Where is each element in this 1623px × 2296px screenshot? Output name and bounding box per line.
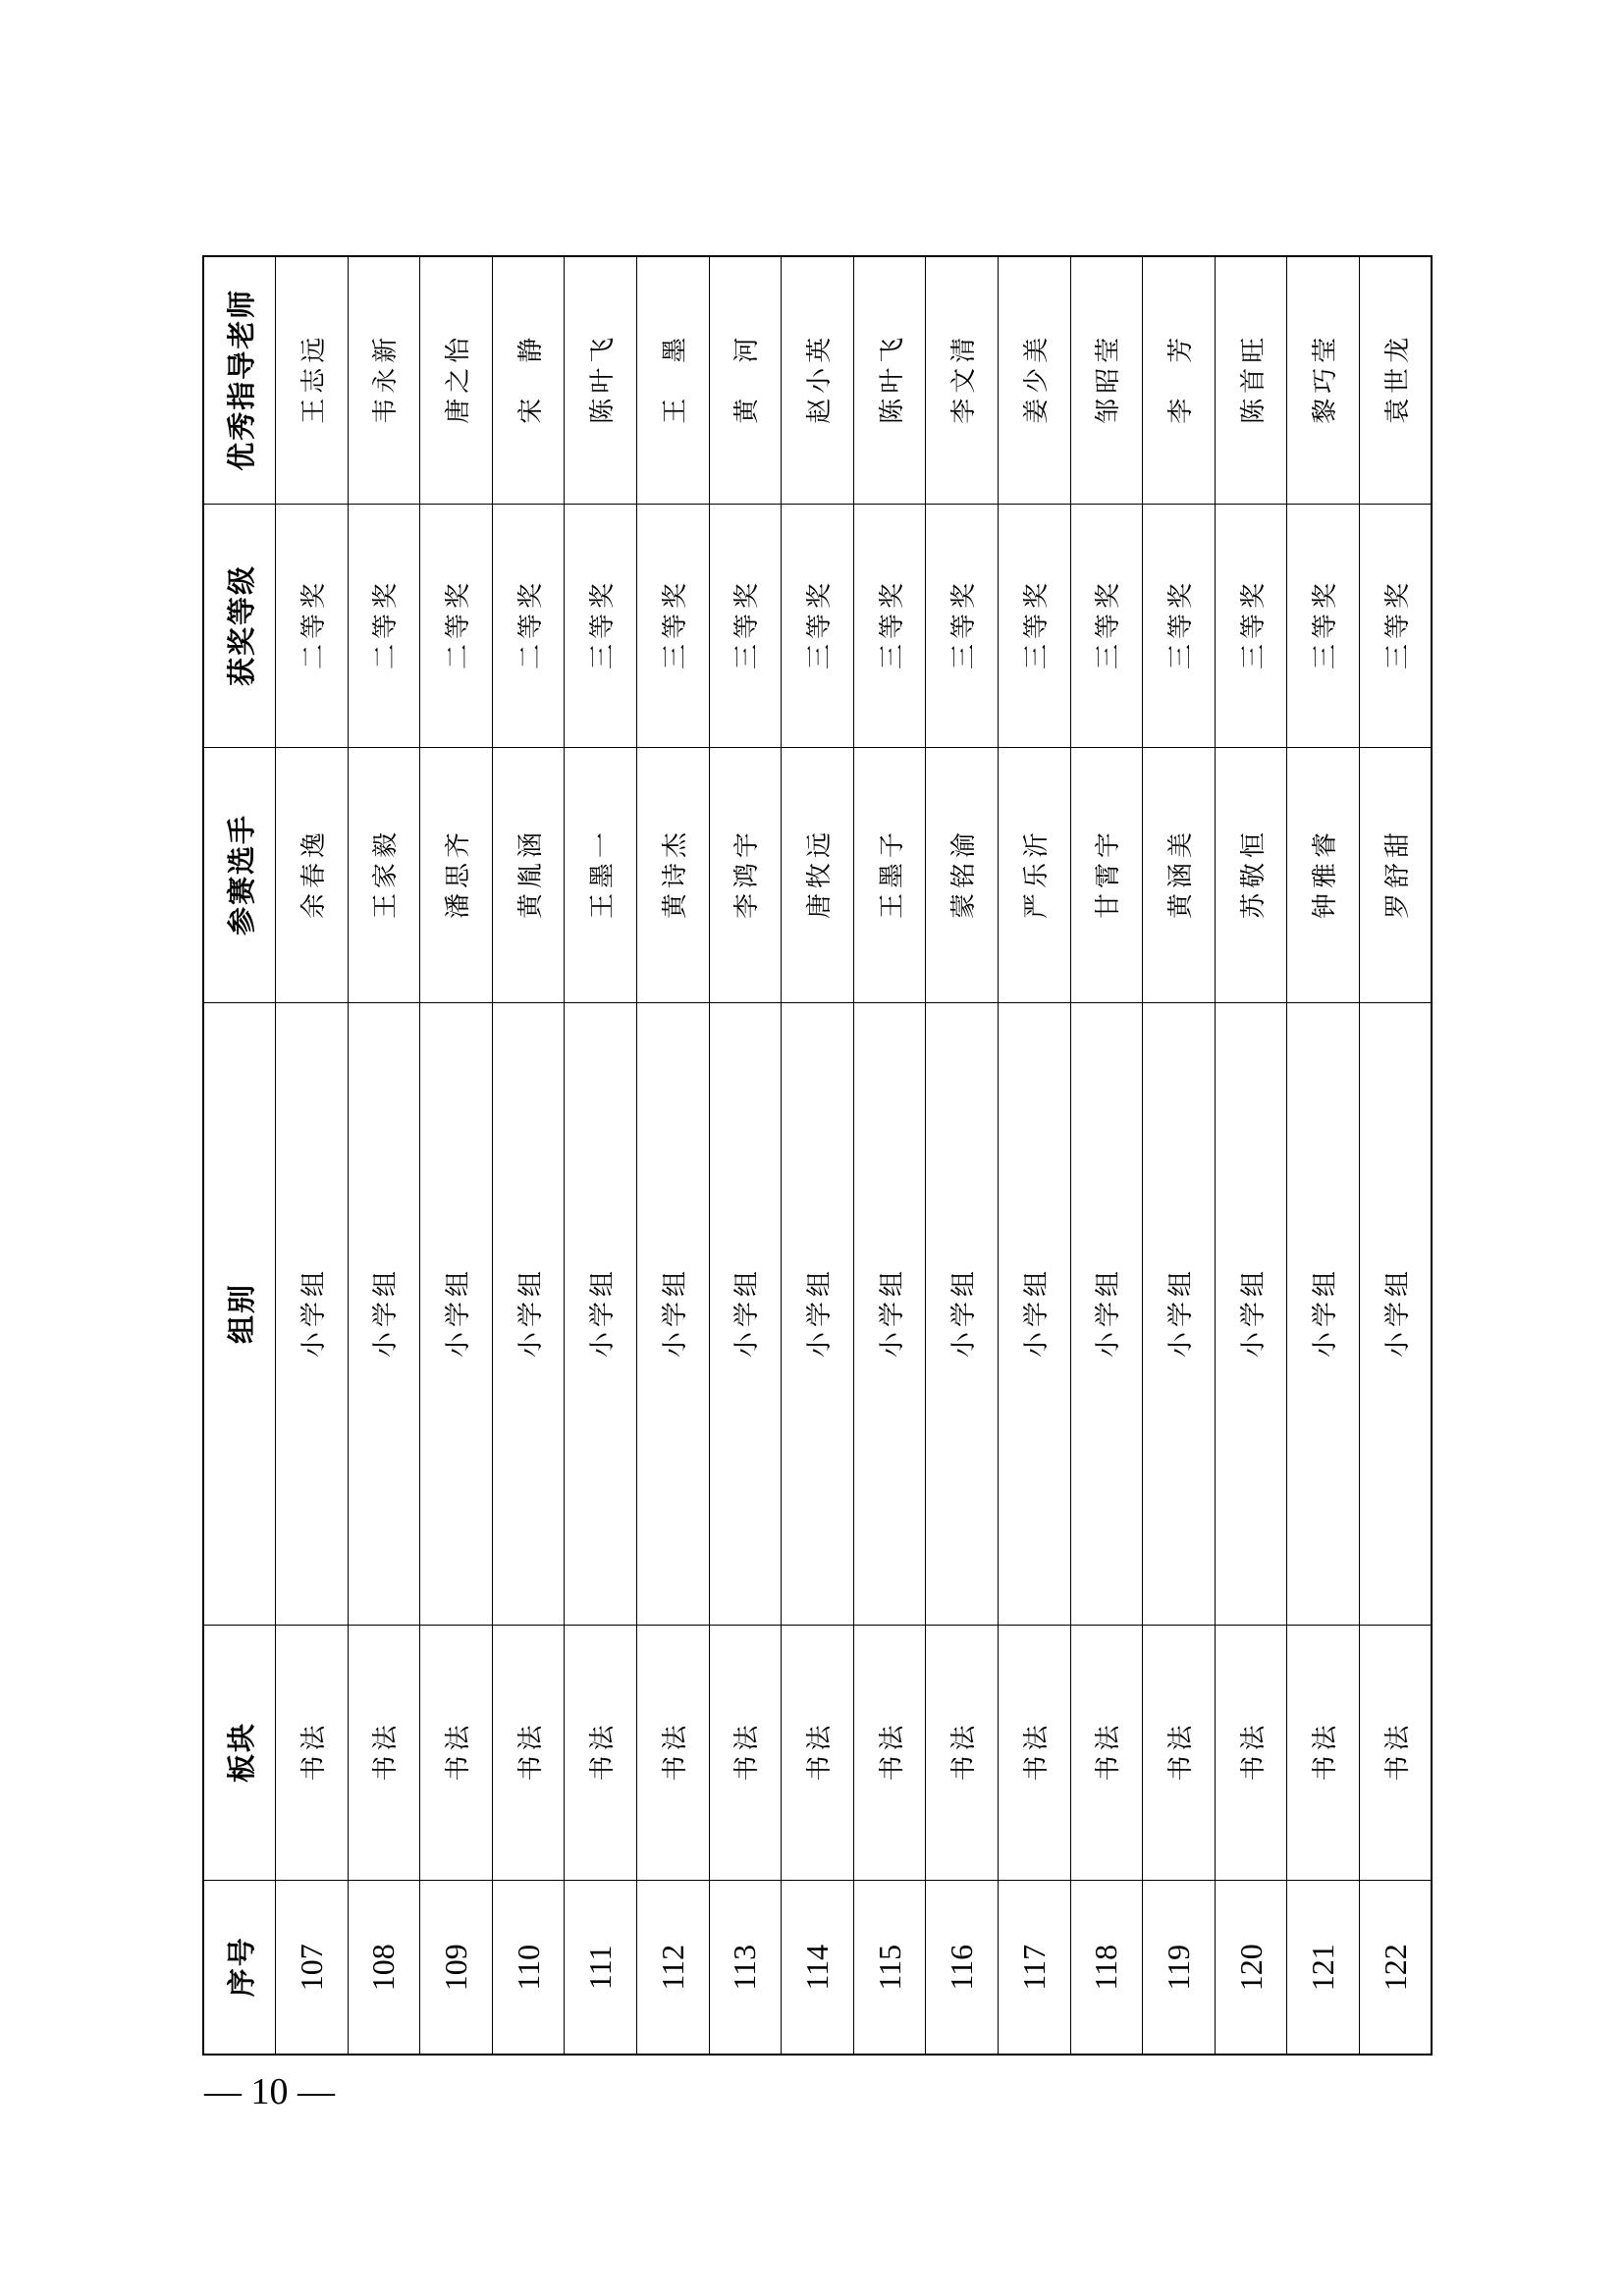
group-cell: 小学组 — [637, 1003, 710, 1626]
serial-number-cell: 111 — [565, 1881, 637, 2055]
teacher-cell: 黎巧莹 — [1287, 256, 1360, 505]
award-level-cell: 三等奖 — [1215, 505, 1287, 748]
group-cell: 小学组 — [709, 1003, 782, 1626]
award-level-cell: 二等奖 — [420, 505, 493, 748]
serial-number-cell: 109 — [420, 1881, 493, 2055]
table-row — [709, 256, 782, 2055]
group-cell: 小学组 — [420, 1003, 493, 1626]
teacher-cell: 李文清 — [926, 256, 999, 505]
participant-cell: 苏敬恒 — [1215, 748, 1287, 1003]
award-level-cell: 三等奖 — [709, 505, 782, 748]
serial-number-cell: 120 — [1215, 1881, 1287, 2055]
serial-number-cell: 118 — [1070, 1881, 1143, 2055]
header-section: 板块 — [203, 1626, 276, 1881]
award-level-cell: 三等奖 — [1070, 505, 1143, 748]
award-level-cell: 三等奖 — [1360, 505, 1433, 748]
header-participant: 参赛选手 — [203, 748, 276, 1003]
serial-number-cell: 119 — [1143, 1881, 1216, 2055]
section-cell: 书法 — [420, 1626, 493, 1881]
participant-cell: 罗舒甜 — [1360, 748, 1433, 1003]
award-level-cell: 三等奖 — [1143, 505, 1216, 748]
participant-cell: 王家毅 — [348, 748, 420, 1003]
award-level-cell: 三等奖 — [637, 505, 710, 748]
section-cell: 书法 — [1360, 1626, 1433, 1881]
table-row — [276, 256, 349, 2055]
group-cell: 小学组 — [926, 1003, 999, 1626]
group-cell: 小学组 — [1143, 1003, 1216, 1626]
serial-number-cell: 115 — [853, 1881, 926, 2055]
teacher-cell: 陈叶飞 — [565, 256, 637, 505]
participant-cell: 潘思齐 — [420, 748, 493, 1003]
section-cell: 书法 — [1215, 1626, 1287, 1881]
participant-cell: 黄胤涵 — [492, 748, 565, 1003]
teacher-cell: 姜少美 — [999, 256, 1071, 505]
header-teacher: 优秀指导老师 — [203, 256, 276, 505]
participant-cell: 王墨一 — [565, 748, 637, 1003]
table-row — [1287, 256, 1360, 2055]
award-table — [202, 255, 1433, 2056]
group-cell: 小学组 — [853, 1003, 926, 1626]
table-header-row — [203, 256, 276, 2055]
table-row — [1360, 256, 1433, 2055]
group-cell: 小学组 — [1215, 1003, 1287, 1626]
participant-cell: 王墨子 — [853, 748, 926, 1003]
table-row — [348, 256, 420, 2055]
teacher-cell: 袁世龙 — [1360, 256, 1433, 505]
award-level-cell: 三等奖 — [565, 505, 637, 748]
participant-cell: 黄涵美 — [1143, 748, 1216, 1003]
award-level-cell: 三等奖 — [782, 505, 854, 748]
header-serial-number: 序号 — [203, 1881, 276, 2055]
serial-number-cell: 114 — [782, 1881, 854, 2055]
participant-cell: 甘霄宇 — [1070, 748, 1143, 1003]
group-cell: 小学组 — [565, 1003, 637, 1626]
serial-number-cell: 108 — [348, 1881, 420, 2055]
table-row — [782, 256, 854, 2055]
teacher-cell: 陈首旺 — [1215, 256, 1287, 505]
teacher-cell: 陈叶飞 — [853, 256, 926, 505]
teacher-cell: 黄 河 — [709, 256, 782, 505]
participant-cell: 唐牧远 — [782, 748, 854, 1003]
teacher-cell: 王志远 — [276, 256, 349, 505]
serial-number-cell: 112 — [637, 1881, 710, 2055]
table-row — [1215, 256, 1287, 2055]
serial-number-cell: 107 — [276, 1881, 349, 2055]
teacher-cell: 邹昭莹 — [1070, 256, 1143, 505]
participant-cell: 余春逸 — [276, 748, 349, 1003]
section-cell: 书法 — [348, 1626, 420, 1881]
table-row — [637, 256, 710, 2055]
participant-cell: 严乐沂 — [999, 748, 1071, 1003]
table-row — [1143, 256, 1216, 2055]
participant-cell: 蒙铭渝 — [926, 748, 999, 1003]
section-cell: 书法 — [782, 1626, 854, 1881]
table-row — [492, 256, 565, 2055]
header-group: 组别 — [203, 1003, 276, 1626]
award-level-cell: 二等奖 — [348, 505, 420, 748]
section-cell: 书法 — [999, 1626, 1071, 1881]
award-level-cell: 三等奖 — [853, 505, 926, 748]
table-body — [276, 256, 1433, 2055]
group-cell: 小学组 — [1287, 1003, 1360, 1626]
section-cell: 书法 — [276, 1626, 349, 1881]
group-cell: 小学组 — [999, 1003, 1071, 1626]
table-row — [565, 256, 637, 2055]
teacher-cell: 李 芳 — [1143, 256, 1216, 505]
table-row — [1070, 256, 1143, 2055]
section-cell: 书法 — [1143, 1626, 1216, 1881]
serial-number-cell: 121 — [1287, 1881, 1360, 2055]
section-cell: 书法 — [853, 1626, 926, 1881]
award-level-cell: 三等奖 — [926, 505, 999, 748]
group-cell: 小学组 — [1070, 1003, 1143, 1626]
participant-cell: 钟雅睿 — [1287, 748, 1360, 1003]
table-row — [926, 256, 999, 2055]
page-number: — 10 — — [204, 2071, 335, 2112]
award-level-cell: 三等奖 — [1287, 505, 1360, 748]
award-level-cell: 三等奖 — [999, 505, 1071, 748]
serial-number-cell: 113 — [709, 1881, 782, 2055]
group-cell: 小学组 — [782, 1003, 854, 1626]
teacher-cell: 赵小英 — [782, 256, 854, 505]
section-cell: 书法 — [709, 1626, 782, 1881]
group-cell: 小学组 — [348, 1003, 420, 1626]
award-table-container — [202, 257, 1432, 2056]
table-row — [999, 256, 1071, 2055]
teacher-cell: 王 墨 — [637, 256, 710, 505]
award-level-cell: 二等奖 — [492, 505, 565, 748]
serial-number-cell: 117 — [999, 1881, 1071, 2055]
group-cell: 小学组 — [1360, 1003, 1433, 1626]
group-cell: 小学组 — [276, 1003, 349, 1626]
award-level-cell: 二等奖 — [276, 505, 349, 748]
section-cell: 书法 — [492, 1626, 565, 1881]
group-cell: 小学组 — [492, 1003, 565, 1626]
teacher-cell: 韦永新 — [348, 256, 420, 505]
serial-number-cell: 110 — [492, 1881, 565, 2055]
participant-cell: 黄诗杰 — [637, 748, 710, 1003]
participant-cell: 李鸿宇 — [709, 748, 782, 1003]
teacher-cell: 宋 静 — [492, 256, 565, 505]
table-row — [420, 256, 493, 2055]
section-cell: 书法 — [1070, 1626, 1143, 1881]
section-cell: 书法 — [1287, 1626, 1360, 1881]
serial-number-cell: 116 — [926, 1881, 999, 2055]
serial-number-cell: 122 — [1360, 1881, 1433, 2055]
section-cell: 书法 — [565, 1626, 637, 1881]
table-row — [853, 256, 926, 2055]
header-award-level: 获奖等级 — [203, 505, 276, 748]
section-cell: 书法 — [926, 1626, 999, 1881]
section-cell: 书法 — [637, 1626, 710, 1881]
teacher-cell: 唐之怡 — [420, 256, 493, 505]
